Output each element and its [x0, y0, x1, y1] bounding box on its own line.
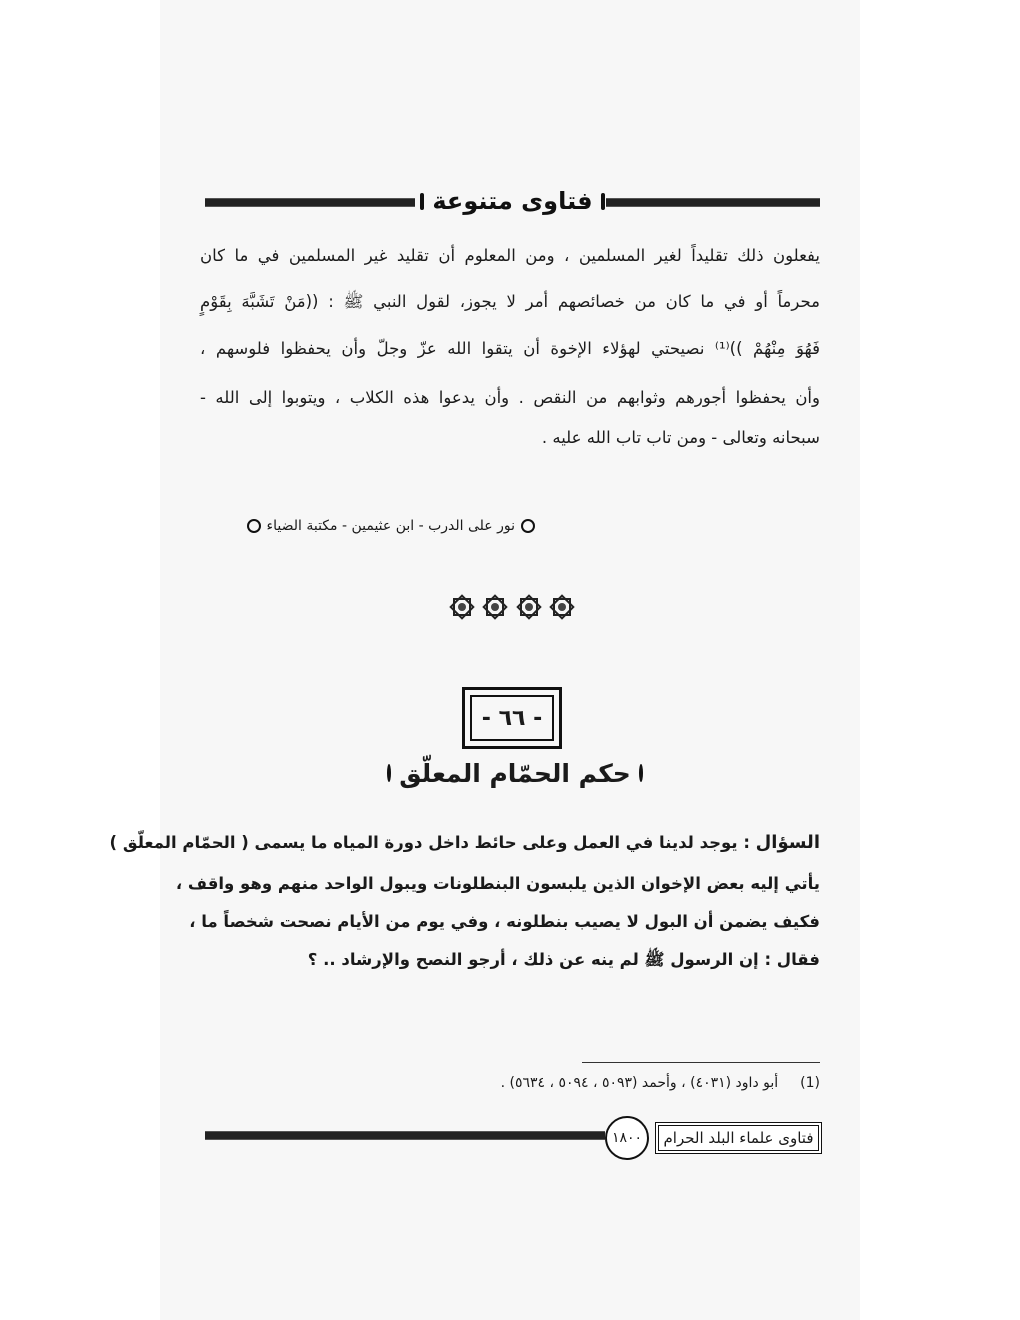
- footnote-rule: [582, 1062, 820, 1063]
- question-line: فكيف يضمن أن البول لا يصيب بنطلونه ، وفي يوم من الأيام نصحت شخصاً ما ،: [189, 912, 820, 931]
- star-ornament-icon: [447, 592, 477, 622]
- running-header: [425, 180, 600, 222]
- square-bullet-icon: [420, 193, 424, 210]
- header-rule-left: [205, 198, 415, 207]
- footer-book-title: فتاوى علماء البلد الحرام: [655, 1122, 822, 1154]
- body-line: يفعلون ذلك تقليداً لغير المسلمين ، ومن المعلوم أن تقليد غير المسلمين في ما كان: [200, 246, 820, 265]
- source-citation: [247, 518, 535, 534]
- fatwa-title: [400, 752, 630, 794]
- circle-bullet-icon: [521, 519, 535, 533]
- star-ornament-icon: [480, 592, 510, 622]
- page-number: ١٨٠٠: [605, 1116, 649, 1160]
- header-title: فتاوى متنوعة: [432, 187, 593, 215]
- fatwa-number-box: [462, 687, 562, 749]
- footer-rule: [205, 1131, 605, 1140]
- question-label: السؤال: [755, 832, 820, 853]
- star-ornament-icon: [514, 592, 544, 622]
- question-line: يأتي إليه بعض الإخوان الذين يلبسون البنطلونات ويبول الواحد منهم وهو واقف ،: [175, 874, 820, 893]
- question-line: [109, 832, 820, 853]
- square-bullet-icon: [601, 193, 605, 210]
- source-text: نور على الدرب - ابن عثيمين - مكتبة الضياء: [266, 518, 515, 534]
- left-margin: [0, 0, 160, 1320]
- fatwa-title-text: حكم الحمّام المعلّق: [399, 758, 631, 788]
- footnote-text: أبو داود (٤٠٣١) ، وأحمد (٥٠٩٣ ، ٥٠٩٤ ، ٥٦٣٤) .: [500, 1075, 779, 1091]
- body-line: محرماً أو في ما كان من خصائصهم أمر لا يجوز، لقول النبي ﷺ : ((مَنْ تَشَبَّهَ بِقَوْمٍ: [200, 292, 820, 311]
- body-line: سبحانه وتعالى - ومن تاب تاب الله عليه .: [541, 428, 820, 447]
- question-first-line: : يوجد لدينا في العمل وعلى حائط داخل دورة المياه ما يسمى ( الحمّام المعلّق ): [109, 833, 756, 852]
- footnote-marker: (1): [800, 1075, 820, 1091]
- body-line: فَهُوَ مِنْهُمْ ))⁽¹⁾ نصيحتي لهؤلاء الإخوة أن يتقوا الله عزّ وجلّ وأن يحفظوا فلوسهم ،: [200, 339, 820, 358]
- star-ornament-icon: [547, 592, 577, 622]
- right-margin: [860, 0, 1020, 1320]
- body-line: وأن يحفظوا أجورهم وثوابهم من النقص . وأن يدعوا هذه الكلاب ، ويتوبوا إلى الله -: [200, 388, 820, 407]
- footnote: [501, 1075, 820, 1091]
- circle-bullet-icon: [247, 519, 261, 533]
- fatwa-number: - ٦٦ -: [470, 695, 554, 741]
- ornament-separator: [447, 592, 577, 626]
- circle-bullet-icon: [639, 764, 643, 782]
- question-line: فقال : إن الرسول ﷺ لم ينه عن ذلك ، أرجو النصح والإرشاد .. ؟: [307, 950, 820, 969]
- header-rule-right: [606, 198, 820, 207]
